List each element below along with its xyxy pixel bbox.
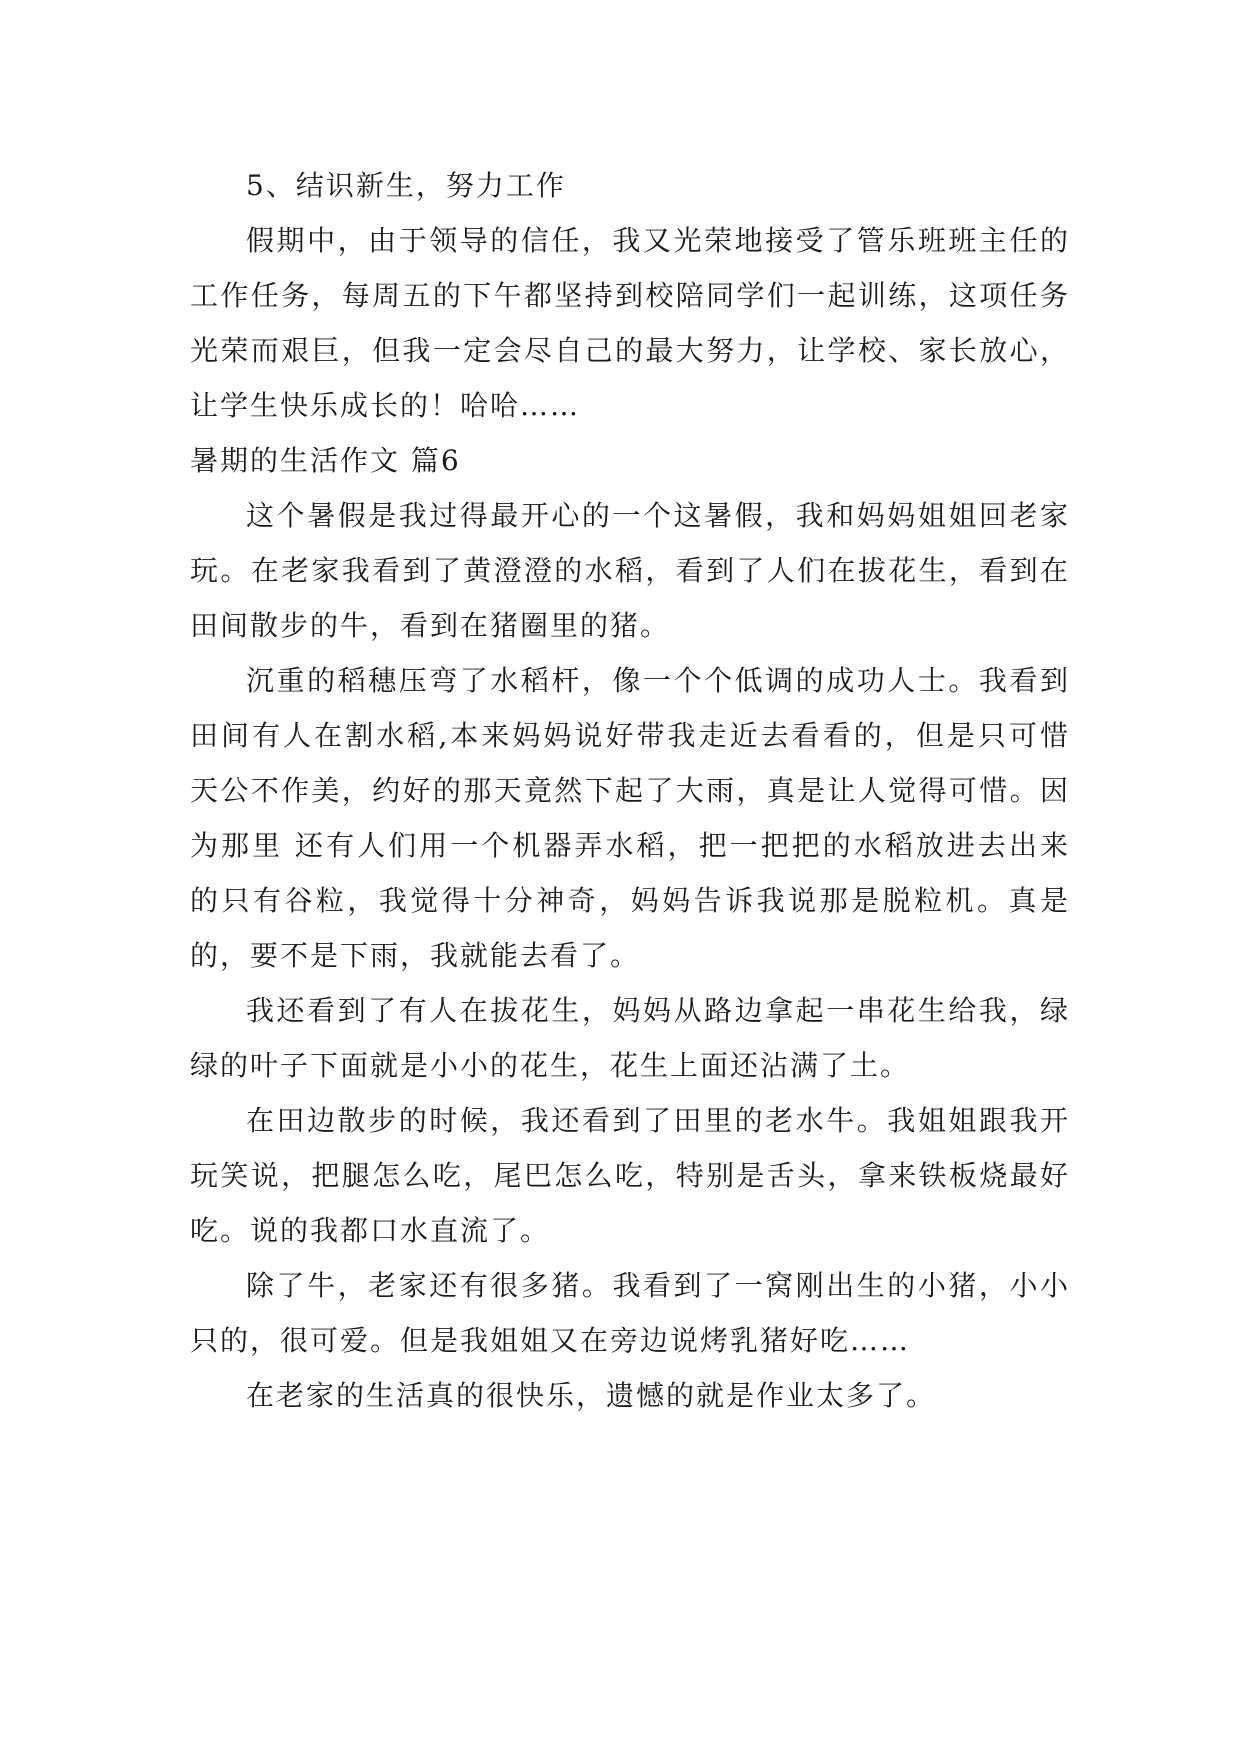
section-item-heading: 5、结识新生，努力工作 <box>246 169 566 202</box>
essay-title: 暑期的生活作文 篇6 <box>190 444 461 477</box>
paragraph: 我还看到了有人在拔花生，妈妈从路边拿起一串花生给我，绿绿的叶子下面就是小小的花生，花生上面还沾满了土。 <box>190 994 1070 1082</box>
paragraph: 在老家的生活真的很快乐，遗憾的就是作业太多了。 <box>246 1379 937 1412</box>
paragraph: 假期中，由于领导的信任，我又光荣地接受了管乐班班主任的工作任务，每周五的下午都坚持到校陪同学们一起训练，这项任务光荣而艰巨，但我一定会尽自己的最大努力，让学校、家长放心，让学生快乐成长的！哈哈…… <box>190 224 1070 422</box>
paragraph: 在田边散步的时候，我还看到了田里的老水牛。我姐姐跟我开玩笑说，把腿怎么吃，尾巴怎么吃，特别是舌头，拿来铁板烧最好吃。说的我都口水直流了。 <box>190 1104 1070 1247</box>
paragraph: 沉重的稻穗压弯了水稻杆，像一个个低调的成功人士。我看到田间有人在割水稻,本来妈妈说好带我走近去看看的，但是只可惜天公不作美，约好的那天竟然下起了大雨，真是让人觉得可惜。因为那里 还有人们用一个机器弄水稻，把一把把的水稻放进去出来的只有谷粒，我觉得十分神奇，妈妈告诉我说那是脱粒机。真是的，要不是下雨，我就能去看了。 <box>190 664 1070 972</box>
paragraph: 这个暑假是我过得最开心的一个这暑假，我和妈妈姐姐回老家玩。在老家我看到了黄澄澄的水稻，看到了人们在拔花生，看到在田间散步的牛，看到在猪圈里的猪。 <box>190 499 1070 642</box>
paragraph: 除了牛，老家还有很多猪。我看到了一窝刚出生的小猪，小小只的，很可爱。但是我姐姐又在旁边说烤乳猪好吃…… <box>190 1269 1070 1357</box>
document-body <box>190 158 1070 1423</box>
